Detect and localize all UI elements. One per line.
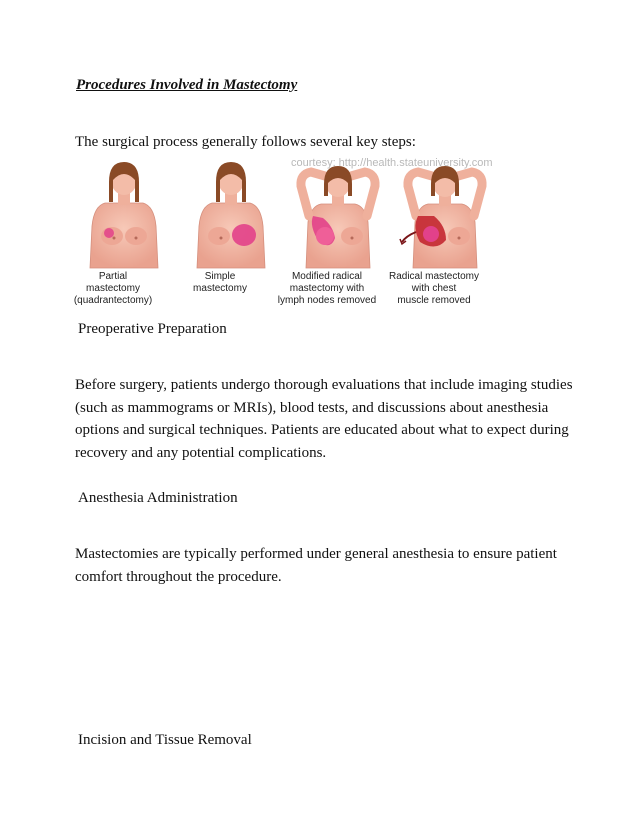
figure-simple-mastectomy (197, 162, 265, 268)
figure-partial-mastectomy (90, 162, 158, 268)
figure-modified-radical-mastectomy (301, 166, 375, 268)
body-line: Before surgery, patients undergo thorough evaluations that include imaging studies (75, 377, 573, 393)
page-title: Procedures Involved in Mastectomy (76, 77, 298, 93)
body-line: Mastectomies are typically performed under general anesthesia to ensure patient (75, 546, 557, 562)
section-body-anesthesia (75, 543, 575, 588)
figure-illustration (75, 156, 495, 272)
figure-watermark: courtesy: http://health.stateuniversity.com (291, 157, 493, 169)
figure-caption-modified-radical: Modified radical mastectomy with lymph nodes removed (277, 271, 377, 306)
mastectomy-types-figure (75, 156, 495, 312)
body-line: (such as mammograms or MRIs), blood tests, and discussions about anesthesia (75, 399, 549, 416)
figure-caption-simple: Simple mastectomy (193, 271, 247, 294)
section-heading-anesthesia: Anesthesia Administration (78, 490, 238, 506)
intro-text: The surgical process generally follows several key steps: (75, 134, 416, 150)
body-line: comfort throughout the procedure. (75, 568, 282, 585)
section-heading-preoperative: Preoperative Preparation (78, 321, 227, 337)
figure-caption-radical: Radical mastectomy with chest muscle removed (388, 271, 480, 306)
section-heading-incision: Incision and Tissue Removal (78, 732, 252, 748)
body-line: recovery and any potential complications. (75, 444, 327, 461)
body-line: options and surgical techniques. Patients are educated about what to expect during (75, 422, 569, 438)
section-body-preoperative (75, 374, 575, 464)
figure-caption-partial: Partial mastectomy (quadrantectomy) (73, 271, 153, 306)
figure-radical-mastectomy (400, 166, 482, 268)
